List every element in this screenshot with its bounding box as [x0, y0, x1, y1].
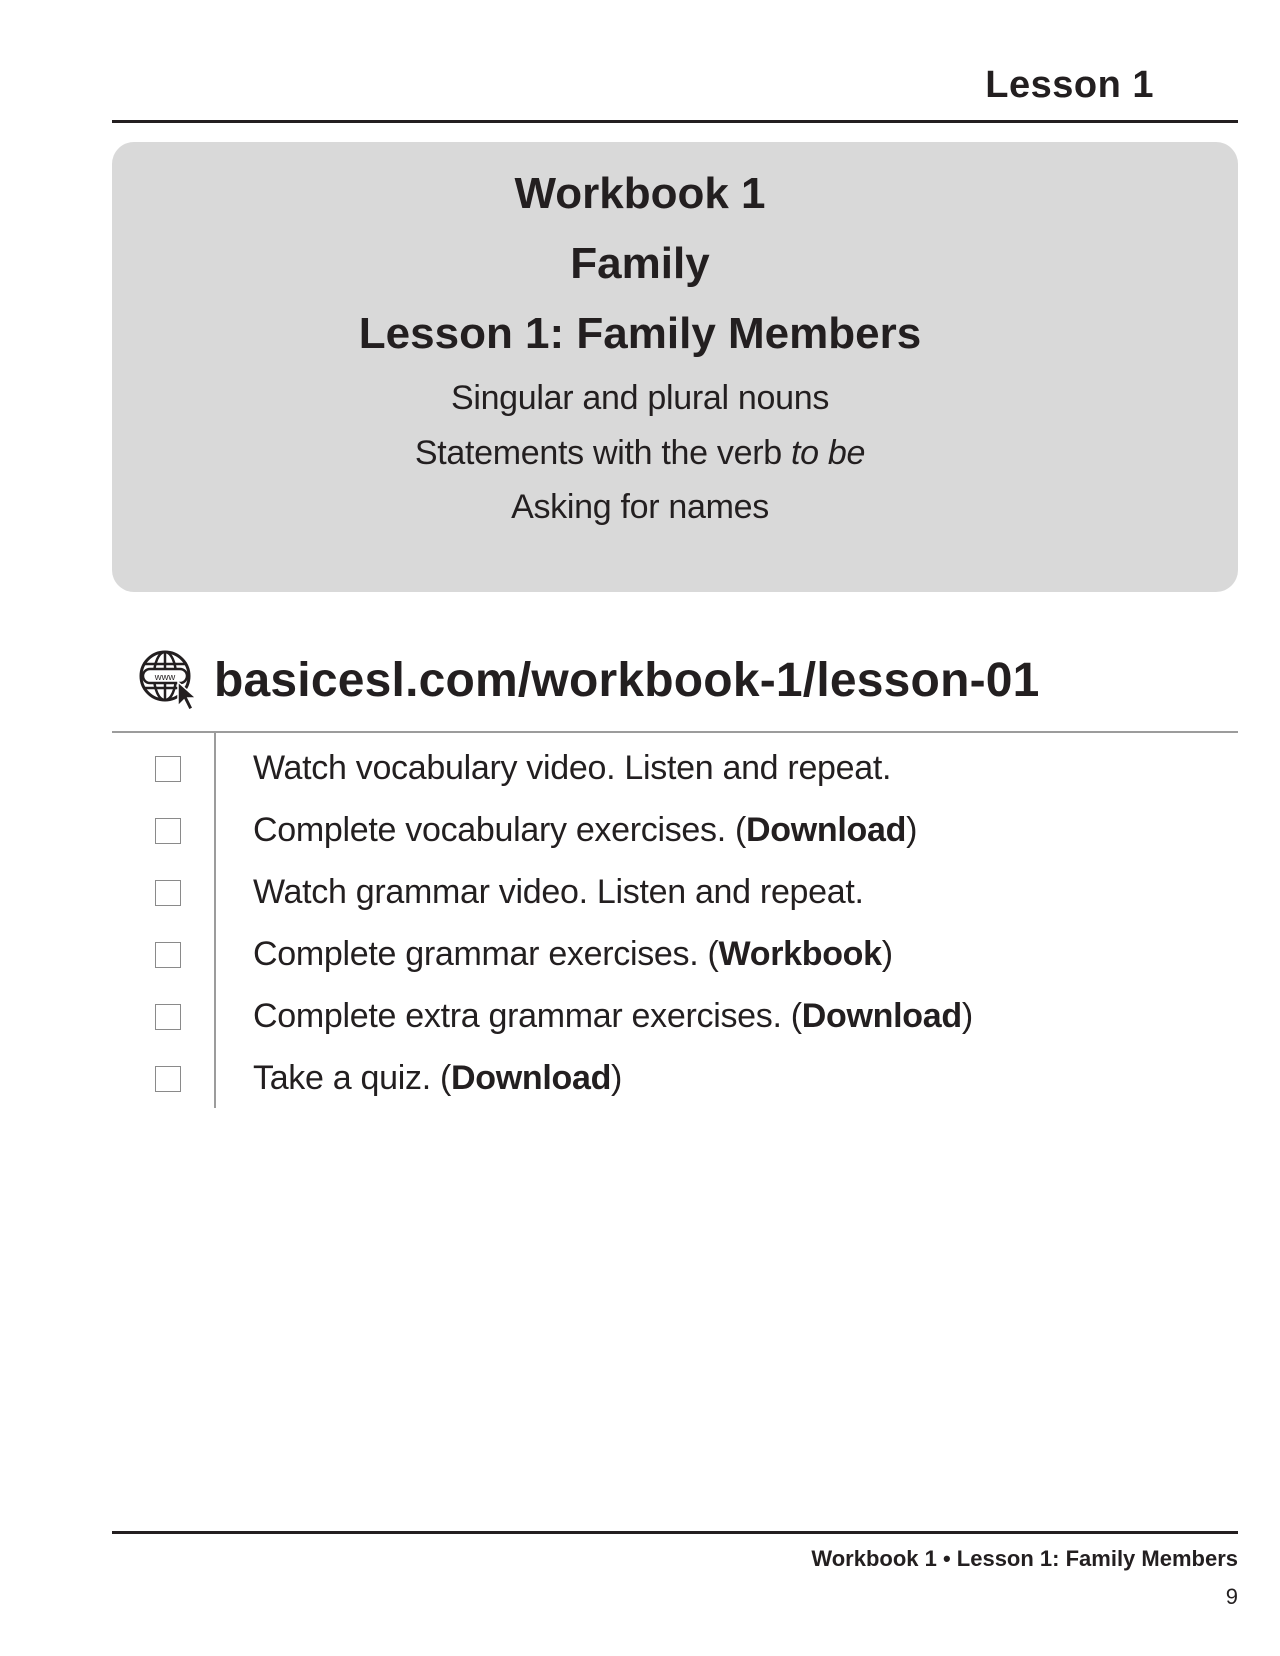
task-label [253, 872, 864, 912]
task-checkbox[interactable] [155, 942, 181, 968]
task-checkbox[interactable] [155, 1004, 181, 1030]
task-item [0, 922, 1280, 986]
topic-text: Statements with the verb [414, 434, 791, 472]
task-checkbox[interactable] [155, 1066, 181, 1092]
task-bold-text: Workbook [718, 935, 882, 973]
topic-text: Singular and plural nouns [450, 379, 830, 417]
task-bold-text: Download [801, 997, 962, 1035]
task-suffix: ) [906, 811, 918, 849]
task-checkbox[interactable] [155, 818, 181, 844]
footer-divider [112, 1531, 1238, 1534]
task-suffix: ) [881, 935, 893, 973]
task-item [0, 860, 1280, 924]
task-text: Complete grammar exercises. ( [253, 935, 719, 973]
lesson-url-link[interactable]: basicesl.com/workbook-1/lesson-01 [214, 653, 1040, 707]
svg-text:www: www [154, 672, 176, 683]
task-bold-text: Download [746, 811, 907, 849]
task-bold-text: Download [451, 1059, 612, 1097]
topic-text: Asking for names [511, 488, 769, 526]
topic-3 [0, 490, 1280, 524]
task-item [0, 984, 1280, 1048]
page-number: 9 [1225, 1584, 1238, 1609]
task-text: Watch grammar video. Listen and repeat. [253, 873, 864, 911]
topic-2 [0, 436, 1280, 470]
globe-www-cursor-icon [138, 648, 198, 712]
lesson-header-label: Lesson 1 [985, 64, 1154, 106]
lesson-url-row[interactable] [138, 648, 1040, 712]
unit-title: Family [570, 239, 710, 288]
task-item [0, 798, 1280, 862]
task-label [253, 934, 893, 974]
task-checkbox[interactable] [155, 880, 181, 906]
url-divider [112, 731, 1238, 733]
task-text: Complete extra grammar exercises. ( [253, 997, 802, 1035]
task-item [0, 1046, 1280, 1110]
footer-label: Workbook 1 • Lesson 1: Family Members [811, 1546, 1238, 1571]
header-divider [112, 120, 1238, 123]
task-suffix: ) [611, 1059, 623, 1097]
task-label [253, 996, 973, 1036]
topic-1 [0, 381, 1280, 415]
task-label [253, 1058, 622, 1098]
task-text: Watch vocabulary video. Listen and repeat. [253, 749, 892, 787]
task-checkbox[interactable] [155, 756, 181, 782]
lesson-title: Lesson 1: Family Members [358, 309, 922, 358]
task-label [253, 810, 917, 850]
task-text: Take a quiz. ( [253, 1059, 452, 1097]
task-label [253, 748, 891, 788]
task-suffix: ) [961, 997, 973, 1035]
task-text: Complete vocabulary exercises. ( [253, 811, 747, 849]
topic-italic-text: to be [791, 434, 866, 472]
task-item [0, 736, 1280, 800]
workbook-title: Workbook 1 [514, 169, 766, 218]
